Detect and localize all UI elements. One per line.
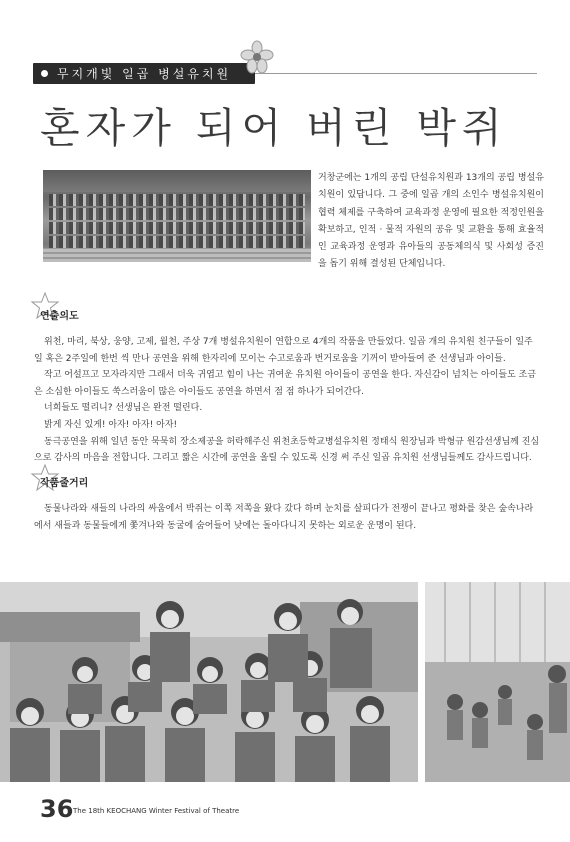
section-body	[34, 334, 540, 467]
classroom-photo	[0, 582, 418, 782]
paragraph: 작고 어설프고 모자라지만 그래서 더욱 귀엽고 힘이 나는 귀여운 유치원 아이들이 공연을 한다. 자신감이 넘치는 아이들도 조금은 소심한 아이들도 쑥스러움이 많은 아이들도 공연을 하면서 점 점 하나가 되어간다.	[34, 370, 537, 397]
flower-icon	[240, 40, 274, 74]
section-heading: 작품줄거리	[40, 478, 89, 489]
series-label: 무지개빛 일곱 병설유치원	[57, 67, 232, 81]
section-body	[34, 501, 540, 534]
series-band	[33, 63, 255, 84]
paragraph: 너희들도 떨리니? 선생님은 완전 떨린다.	[44, 403, 203, 414]
bullet-icon	[41, 70, 48, 77]
intro-text: 거창군에는 1개의 공립 단설유치원과 13개의 공립 병설유치원이 있답니다. 그 중에 일곱 개의 소인수 병설유치원이 협력 체제를 구축하여 교육과정 운영에 필요한 적정인원을 확보하고, 인적 · 물적 자원의 공유 및 교환을 통해 효율적인 교육과정 운영과 유아들의 공동체의식 및 사회성 증진을 돕기 위해 결성된 단체입니다.	[318, 173, 544, 270]
publication-title: The 18th KEOCHANG Winter Festival of Theatre	[73, 807, 240, 815]
rehearsal-photo	[425, 582, 570, 782]
paragraph: 동물나라와 새들의 나라의 싸움에서 박쥐는 이쪽 저쪽을 왔다 갔다 하며 눈치를 살피다가 전쟁이 끝나고 평화를 찾은 숲속나라에서 새들과 동물들에게 쫓겨나와 동굴에 숨어들어 낮에는 돌아다니지 못하는 외로운 운명이 된다.	[34, 504, 534, 531]
article-title: 혼자가 되어 버린 박쥐	[40, 104, 508, 152]
group-photo	[43, 170, 311, 262]
paragraph: 밝게 자신 있게! 아자! 아자! 아자!	[44, 419, 178, 430]
paragraph: 동극공연을 위해 일년 동안 묵묵히 장소제공을 허락해주신 위천초등학교병설유치원 정태식 원장님과 박형규 원감선생님께 진심으로 감사의 마음을 전합니다. 그리고 짧은 시간에 공연을 올릴 수 있도록 신경 써 주신 일곱 유치원 선생님들께도 감사드립니다.	[34, 436, 540, 464]
header-rule	[255, 73, 537, 74]
section-heading: 연출의도	[40, 311, 79, 322]
paragraph: 위천, 마리, 북상, 웅양, 고제, 월천, 주상 7개 병설유치원이 연합으로 4개의 작품을 만들었다. 일곱 개의 유치원 친구들이 일주일 혹은 2주일에 한번 씩 만나 공연을 위해 한자리에 모이는 수고로움과 번거로움을 기꺼이 받아들여 준 선생님과 아이들.	[34, 337, 533, 364]
page-number: 36	[40, 795, 74, 823]
